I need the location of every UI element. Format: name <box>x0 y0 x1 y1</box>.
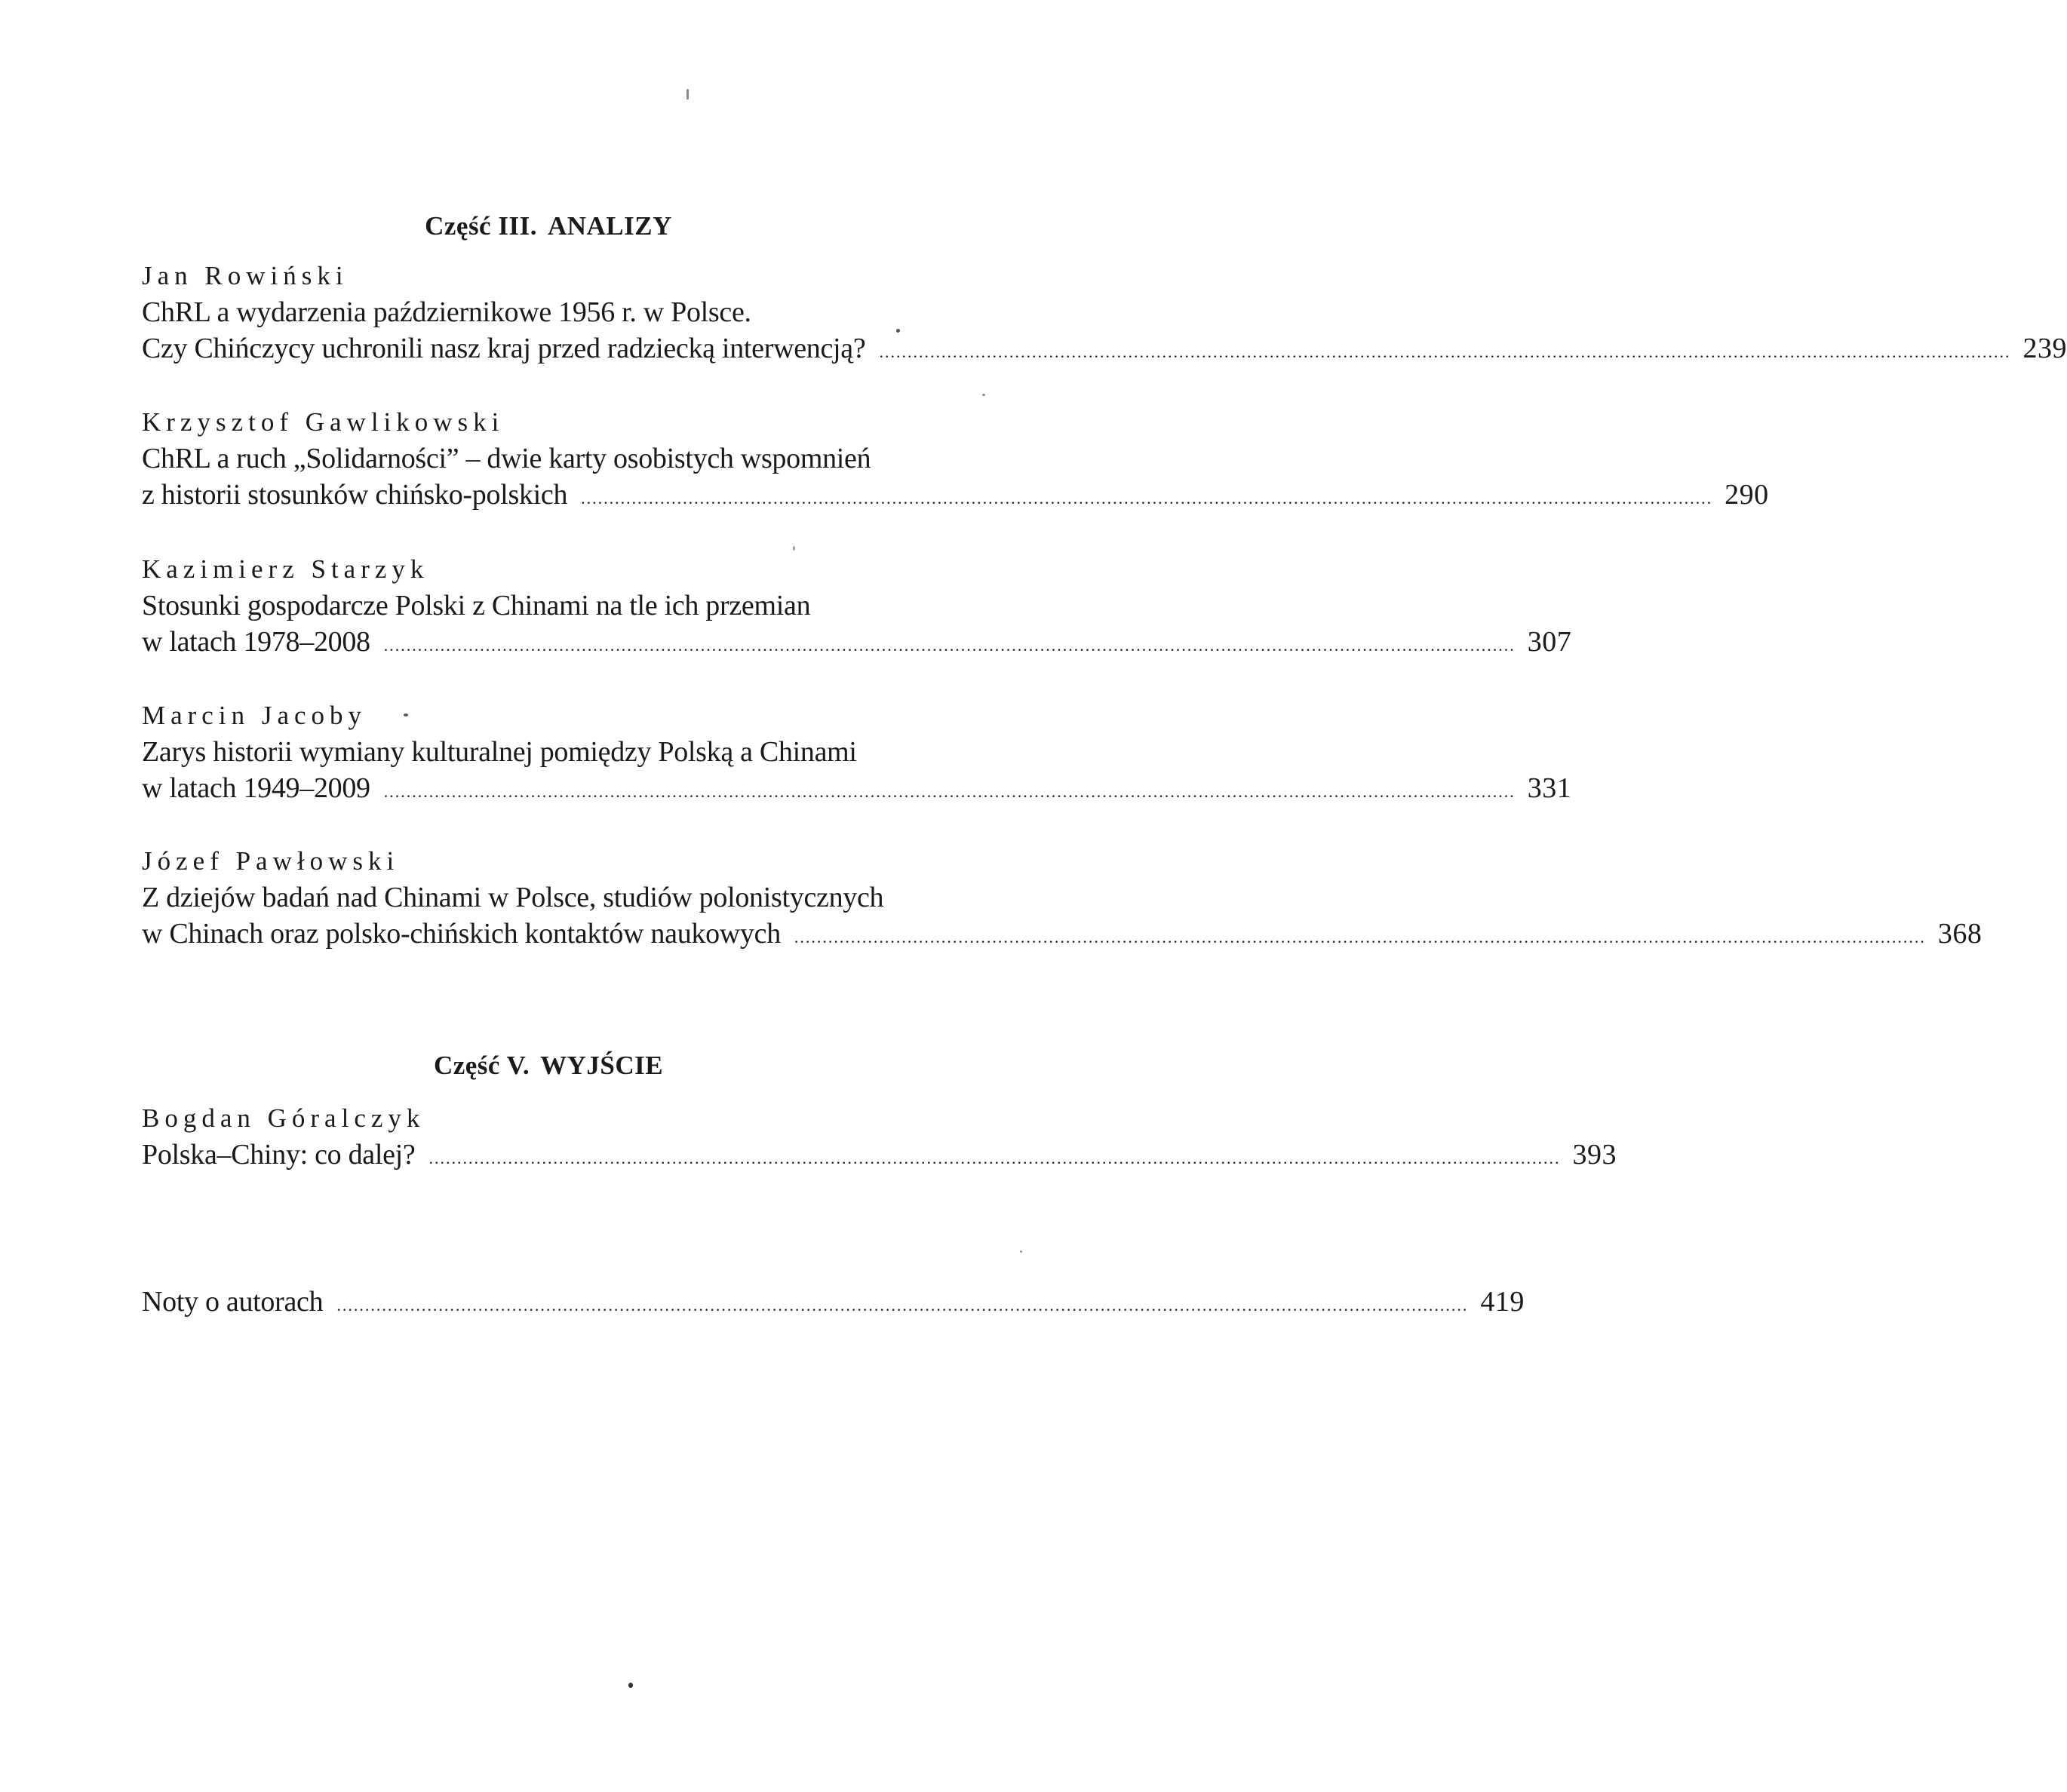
scan-speck <box>793 546 795 551</box>
entry-title-last-line <box>142 916 1983 952</box>
entry-title-line: ChRL a ruch „Solidarności” – dwie karty osobistych wspomnień <box>142 443 871 474</box>
part-title: ANALIZY <box>547 211 672 241</box>
toc-entry[interactable] <box>142 258 2067 367</box>
entry-title-last-line <box>142 770 1572 806</box>
leader-dots: ........................................................................................................................................................................................................ <box>794 928 1926 947</box>
leader-dots: ........................................................................................................................................................................................................ <box>383 782 1516 801</box>
entry-page-number: 290 <box>1725 479 1769 511</box>
entry-author: Józef Pawłowski <box>142 846 400 876</box>
leader-dots: ........................................................................................................................................................................................................ <box>336 1296 1469 1315</box>
entry-title-line: Zarys historii wymiany kulturalnej pomiędzy Polską a Chinami <box>142 736 857 768</box>
toc-entry[interactable] <box>142 551 1572 660</box>
scan-speck <box>404 713 408 716</box>
scan-speck <box>628 1683 633 1688</box>
entry-page-number: 368 <box>1937 918 1983 950</box>
entry-page-number: 239 <box>2022 333 2067 364</box>
entry-title-text: w latach 1978–2008 <box>142 626 370 658</box>
entry-title-text: Czy Chińczycy uchronili nasz kraj przed radziecką interwencją? <box>142 333 866 364</box>
part-heading-wyjscie <box>0 1051 1097 1081</box>
toc-entry[interactable] <box>142 404 1769 513</box>
entry-title-line: ChRL a wydarzenia październikowe 1956 r. w Polsce. <box>142 296 751 328</box>
entry-page-number: 419 <box>1480 1286 1525 1318</box>
leader-dots: ........................................................................................................................................................................................................ <box>383 636 1516 655</box>
toc-entry-notes[interactable] <box>142 1284 1525 1320</box>
entry-title-last-line <box>142 1284 1525 1320</box>
entry-author: Jan Rowiński <box>142 261 349 290</box>
scan-speck <box>686 89 689 100</box>
entry-author: Krzysztof Gawlikowski <box>142 407 505 437</box>
entry-title-text: w Chinach oraz polsko-chińskich kontaktów naukowych <box>142 918 781 950</box>
part-number: Część III. <box>425 211 537 241</box>
toc-entry[interactable] <box>142 698 1572 806</box>
entry-title-text: z historii stosunków chińsko-polskich <box>142 479 568 511</box>
entry-title-line: Z dziejów badań nad Chinami w Polsce, studiów polonistycznych <box>142 882 884 913</box>
entry-page-number: 393 <box>1572 1139 1617 1171</box>
entry-title-text: Noty o autorach <box>142 1286 324 1318</box>
entry-author: Kazimierz Starzyk <box>142 554 429 584</box>
entry-title-last-line <box>142 330 2067 367</box>
entry-page-number: 331 <box>1527 772 1572 804</box>
toc-entry[interactable] <box>142 1100 1617 1173</box>
entry-page-number: 307 <box>1527 626 1572 658</box>
entry-title-last-line <box>142 624 1572 660</box>
leader-dots: ........................................................................................................................................................................................................ <box>879 342 2011 361</box>
scan-speck <box>896 329 900 333</box>
entry-title-text: Polska–Chiny: co dalej? <box>142 1139 416 1171</box>
toc-entry[interactable] <box>142 843 1983 952</box>
entry-title-last-line <box>142 477 1769 513</box>
entry-title-text: w latach 1949–2009 <box>142 772 370 804</box>
scan-speck <box>1020 1250 1022 1253</box>
entry-title-last-line <box>142 1137 1617 1173</box>
entry-author: Bogdan Góralczyk <box>142 1103 425 1133</box>
entry-author: Marcin Jacoby <box>142 701 367 730</box>
entry-title-line: Stosunki gospodarcze Polski z Chinami na tle ich przemian <box>142 590 811 621</box>
part-number: Część V. <box>433 1051 530 1080</box>
scan-speck <box>982 394 985 396</box>
leader-dots: ........................................................................................................................................................................................................ <box>428 1149 1561 1168</box>
leader-dots: ........................................................................................................................................................................................................ <box>581 489 1713 508</box>
part-heading-analizy <box>0 211 1097 241</box>
part-title: WYJŚCIE <box>540 1051 664 1080</box>
